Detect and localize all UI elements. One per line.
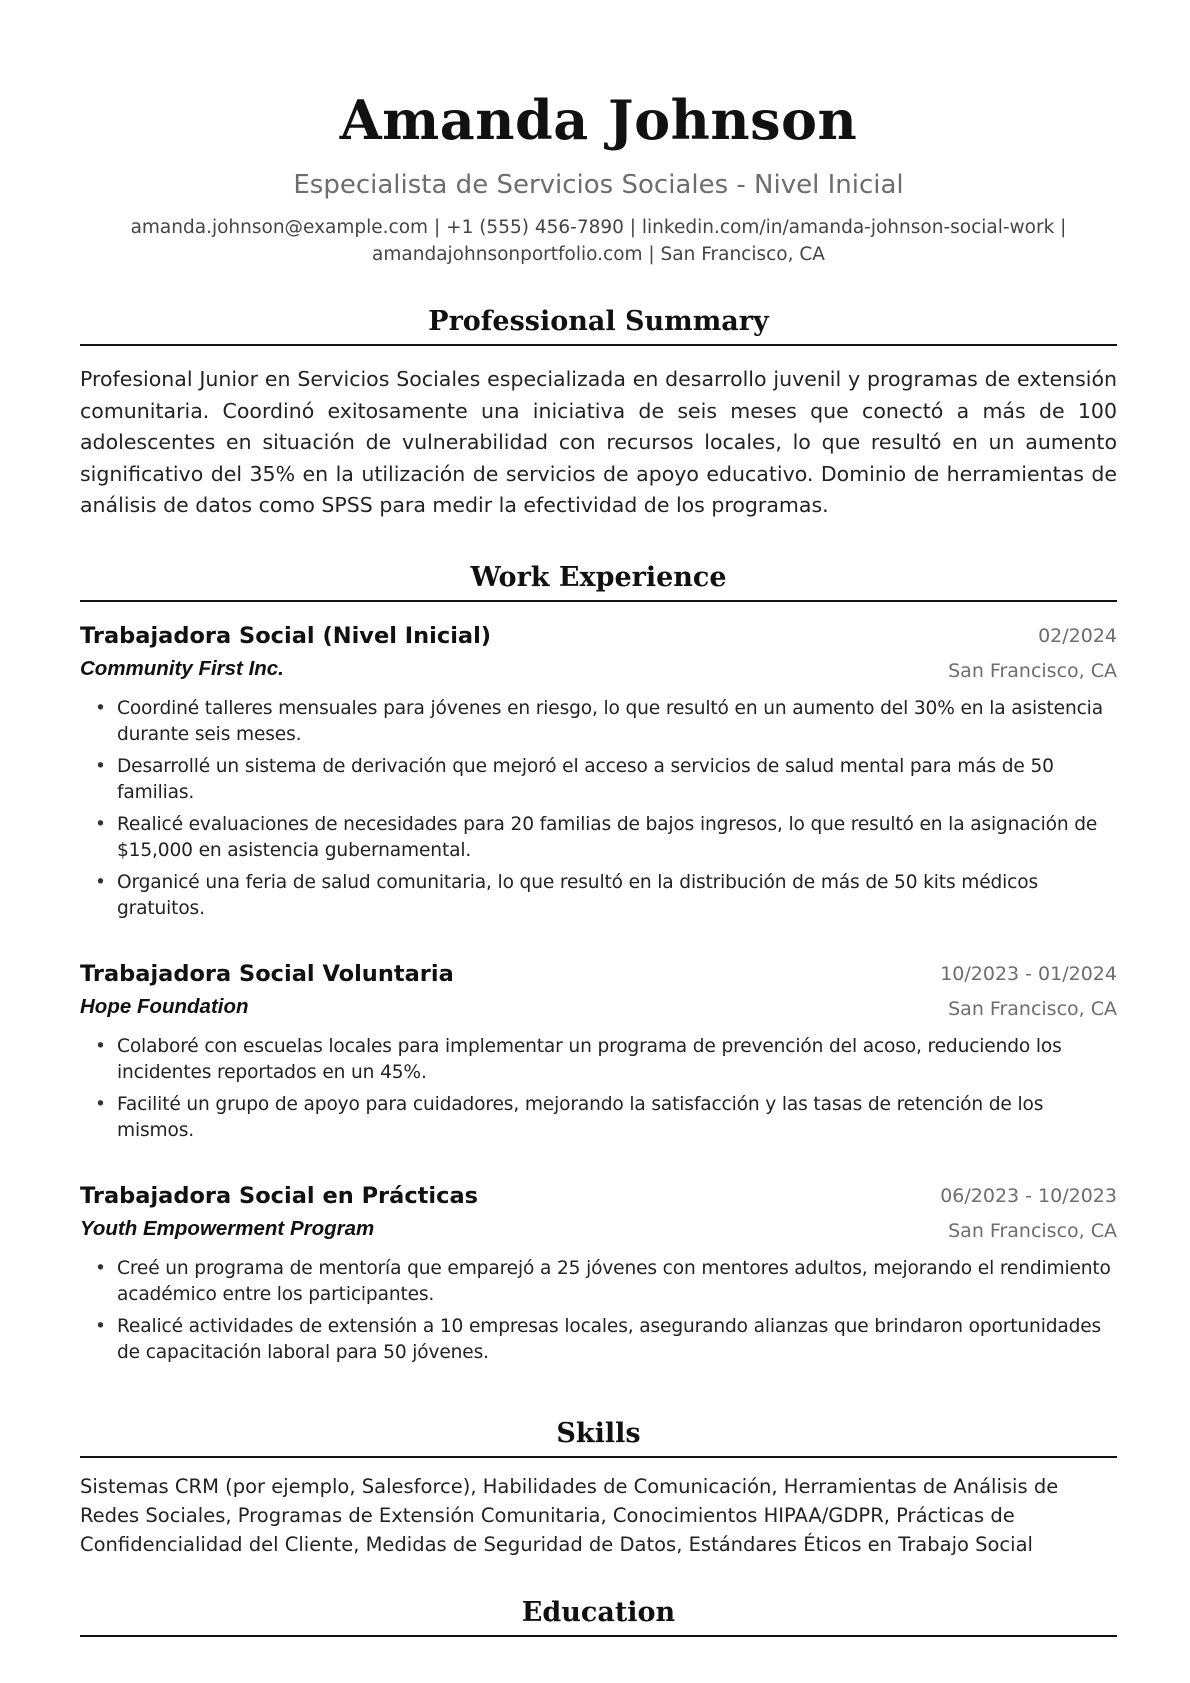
job-dates: 02/2024 (1038, 624, 1117, 647)
job-dates: 06/2023 - 10/2023 (940, 1184, 1117, 1207)
job-title: Trabajadora Social Voluntaria (80, 960, 454, 987)
job-title: Trabajadora Social en Prácticas (80, 1182, 479, 1209)
job-entry (80, 958, 1117, 1144)
job-bullets (80, 1256, 1117, 1366)
skills-text: Sistemas CRM (por ejemplo, Salesforce), Habilidades de Comunicación, Herramientas de Análisis de Redes Sociales, Programas de Extensión Comunitaria, Conocimientos HIPAA/GDPR, Prácticas de Confidencialidad del Cliente, Medidas de Seguridad de Datos, Estándares Éticos en Trabajo Social (80, 1474, 1059, 1556)
job-company: Youth Empowerment Program (80, 1216, 375, 1240)
job-entry (80, 1180, 1117, 1366)
contact-line-2: amandajohnsonportfolio.com | San Francisco, CA (372, 244, 825, 265)
job-location: San Francisco, CA (948, 997, 1117, 1020)
summary-title: Professional Summary (80, 304, 1117, 346)
education-section (80, 1595, 1117, 1637)
resume-page (80, 0, 1117, 1637)
list-item: • Desarrollé un sistema de derivación que mejoró el acceso a servicios de salud mental para más de 50 familias. (117, 754, 1117, 806)
list-item: • Realicé evaluaciones de necesidades para 20 familias de bajos ingresos, lo que resultó en la asignación de $15,000 en asistencia gubernamental. (117, 812, 1117, 864)
contact-line-1: amanda.johnson@example.com | +1 (555) 456-7890 | linkedin.com/in/amanda-johnson-social-work | (130, 217, 1067, 238)
skills-section (80, 1416, 1117, 1559)
candidate-name: Amanda Johnson (339, 88, 858, 152)
job-bullets (80, 696, 1117, 922)
job-bullets (80, 1034, 1117, 1144)
job-entry (80, 620, 1117, 922)
list-item: • Realicé actividades de extensión a 10 empresas locales, asegurando alianzas que brindaron oportunidades de capacitación laboral para 50 jóvenes. (117, 1314, 1117, 1366)
experience-title: Work Experience (80, 560, 1117, 602)
job-company: Community First Inc. (80, 656, 284, 680)
list-item: • Facilité un grupo de apoyo para cuidadores, mejorando la satisfacción y las tasas de retención de los mismos. (117, 1092, 1117, 1144)
resume-header (80, 86, 1117, 268)
skills-title: Skills (80, 1416, 1117, 1458)
job-location: San Francisco, CA (948, 659, 1117, 682)
experience-section (80, 560, 1117, 1366)
job-location: San Francisco, CA (948, 1219, 1117, 1242)
contact-info (80, 214, 1117, 268)
list-item: • Creé un programa de mentoría que emparejó a 25 jóvenes con mentores adultos, mejorando el rendimiento académico entre los participantes. (117, 1256, 1117, 1308)
list-item: • Colaboré con escuelas locales para implementar un programa de prevención del acoso, reduciendo los incidentes reportados en un 45%. (117, 1034, 1117, 1086)
candidate-headline: Especialista de Servicios Sociales - Nivel Inicial (293, 170, 904, 200)
job-dates: 10/2023 - 01/2024 (940, 962, 1117, 985)
list-item: • Coordiné talleres mensuales para jóvenes en riesgo, lo que resultó en un aumento del 30% en la asistencia durante seis meses. (117, 696, 1117, 748)
summary-text: Profesional Junior en Servicios Sociales especializada en desarrollo juvenil y programas de extensión comunitaria. Coordinó exitosamente una iniciativa de seis meses que conectó a más de 100 adolescentes en situación de vulnerabilidad con recursos locales, lo que resultó en un aumento significativo del 35% en la utilización de servicios de apoyo educativo. Dominio de herramientas de análisis de datos como SPSS para medir la efectividad de los programas. (80, 367, 1117, 517)
education-title: Education (80, 1595, 1117, 1637)
job-company: Hope Foundation (80, 994, 249, 1018)
list-item: • Organicé una feria de salud comunitaria, lo que resultó en la distribución de más de 50 kits médicos gratuitos. (117, 870, 1117, 922)
job-title: Trabajadora Social (Nivel Inicial) (80, 622, 492, 649)
summary-section (80, 304, 1117, 522)
